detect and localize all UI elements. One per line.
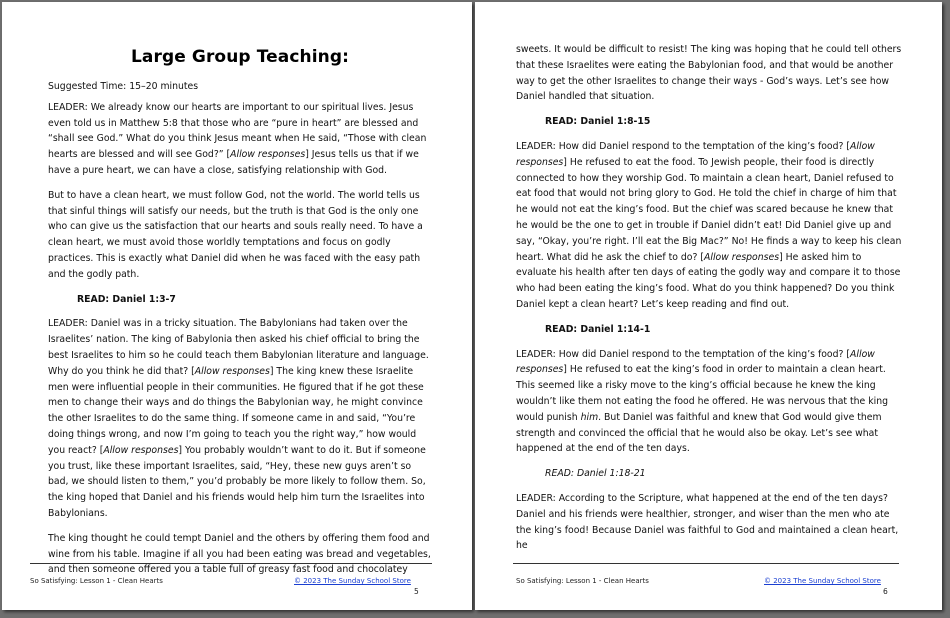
paragraph-risky-move xyxy=(516,347,902,458)
paragraph-refused-food xyxy=(516,139,902,313)
left-page-body xyxy=(48,2,432,578)
page-title: Large Group Teaching: xyxy=(130,47,350,67)
footer-lesson-title: So Satisfying: Lesson 1 - Clean Hearts xyxy=(30,577,163,585)
left-page xyxy=(2,2,472,610)
paragraph-temptation: The king thought he could tempt Daniel and the others by offering them food and wine from his table. Imagine if all you had been eating was bread and vegetables, and then someone offered you a table full of greasy fast food and chocolatey xyxy=(48,532,431,576)
page-number: 6 xyxy=(883,587,888,596)
footer-divider xyxy=(513,563,899,564)
read-heading-italic: READ: Daniel 1:18-21 xyxy=(545,468,646,480)
read-heading: READ: Daniel 1:14-1 xyxy=(545,323,651,335)
suggested-time: Suggested Time: 15–20 minutes xyxy=(48,81,199,92)
text: ] He refused to eat the food. To Jewish people, their food is directly connected to how they worship God. To maintain a clean heart, Daniel refused to eat food that would not bring glory to God. He told the chief in charge of him that he would not eat the king’s food. But the chief was scared because he knew that he would be the one to get in trouble if Daniel didn’t eat! Did Daniel give up and say, “Okay, you’re right. I’ll eat the Big Mac?” No! He finds a way to keep his clean heart. What did he ask the chief to do? [ xyxy=(516,156,902,263)
text: ] He asked him to evaluate his health after ten days of eating the godly way and compare it to those who had been eating the king’s food. What do you think happened? Do you think Daniel kept a clean heart? Let’s keep reading and find out. xyxy=(516,251,901,310)
emphasis-him: him xyxy=(580,411,599,423)
text: . But Daniel was faithful and knew that God would give them strength and convinced the official that he would also be okay. Let’s see what happened at the end of the ten days. xyxy=(516,411,882,455)
read-heading: READ: Daniel 1:3-7 xyxy=(77,293,176,305)
paragraph-clean-heart: But to have a clean heart, we must follow God, not the world. The world tells us that sinful things will satisfy our needs, but the truth is that God is the only one who can give us the satisfaction that our hearts and souls really need. To have a clean heart, we must avoid those worldly temptations and focus on godly practices. This is exactly what Daniel did when he was faced with the easy path and the godly path. xyxy=(48,189,423,280)
allow-responses: Allow responses xyxy=(194,365,270,377)
right-page-body xyxy=(516,2,902,554)
allow-responses: Allow responses xyxy=(230,149,306,161)
paragraph-intro xyxy=(48,100,432,179)
text: LEADER: Daniel was in a tricky situation. The Babylonians had taken over the Israelites’ nation. The king of Babylonia then asked his chief official to bring the best Israelites to him so he could teach them Babylonian literature and language. Why do you think he did that? [ xyxy=(48,318,429,377)
allow-responses: Allow responses xyxy=(516,140,875,168)
right-page xyxy=(475,2,942,610)
paragraph-tricky-situation xyxy=(48,316,432,521)
text: LEADER: We already know our hearts are important to our spiritual lives. Jesus even told us in Matthew 5:8 that those who are “pure in heart” are blessed and “shall see God.” What do you think Jesus meant when He said, “Those with clean hearts are blessed and will see God?” [ xyxy=(48,101,427,161)
allow-responses: Allow responses xyxy=(704,251,780,263)
footer-copyright-link[interactable]: © 2023 The Sunday School Store xyxy=(764,577,881,585)
text: ] The king knew these Israelite men were influential people in their communities. He figured that if he got these men to change their ways and do things the Babylonian way, he might convince the other Israelites to do the same thing. If someone came in and said, “You’re doing things wrong, and now I’m going to teach you the right way,” how would you react? [ xyxy=(48,365,424,456)
text: ] You probably wouldn’t want to do it. But if someone you trust, like these important Israelites, said, “Hey, these new guys aren’t so bad, we should listen to them,” you’d probably be more likely to follow them. So, the king hoped that Daniel and his friends would help him turn the Israelites into Babylonians. xyxy=(48,444,426,519)
footer-divider xyxy=(30,563,432,564)
read-heading: READ: Daniel 1:8-15 xyxy=(545,116,651,128)
text: LEADER: How did Daniel respond to the temptation of the king’s food? [ xyxy=(516,140,851,152)
allow-responses: Allow responses xyxy=(103,444,179,456)
text: ] Jesus tells us that if we have a pure heart, we can have a close, satisfying relationship with God. xyxy=(48,149,419,176)
footer-copyright-link[interactable]: © 2023 The Sunday School Store xyxy=(294,577,411,585)
text: ] He refused to eat the king’s food in order to maintain a clean heart. This seemed like a risky move to the king’s official because he knew the king wouldn’t like them not eating the food he offered. He was nervous that the king would punish xyxy=(516,364,888,423)
paragraph-sweets: sweets. It would be difficult to resist! The king was hoping that he could tell others that these Israelites were eating the Babylonian food, and that would be another way to get the other Israelites to change their ways - God’s ways. Let’s see how Daniel handled that situation. xyxy=(516,44,902,103)
paragraph-end-of-ten-days: LEADER: According to the Scripture, what happened at the end of the ten days? Daniel and his friends were healthier, stronger, and wiser than the men who ate the king’s food! Because Daniel was faithful to God and maintained a clean heart, he xyxy=(516,492,899,552)
page-number: 5 xyxy=(414,587,419,596)
text: LEADER: How did Daniel respond to the temptation of the king’s food? [ xyxy=(516,348,851,360)
footer-lesson-title: So Satisfying: Lesson 1 - Clean Hearts xyxy=(516,577,649,585)
allow-responses: Allow responses xyxy=(516,348,875,376)
